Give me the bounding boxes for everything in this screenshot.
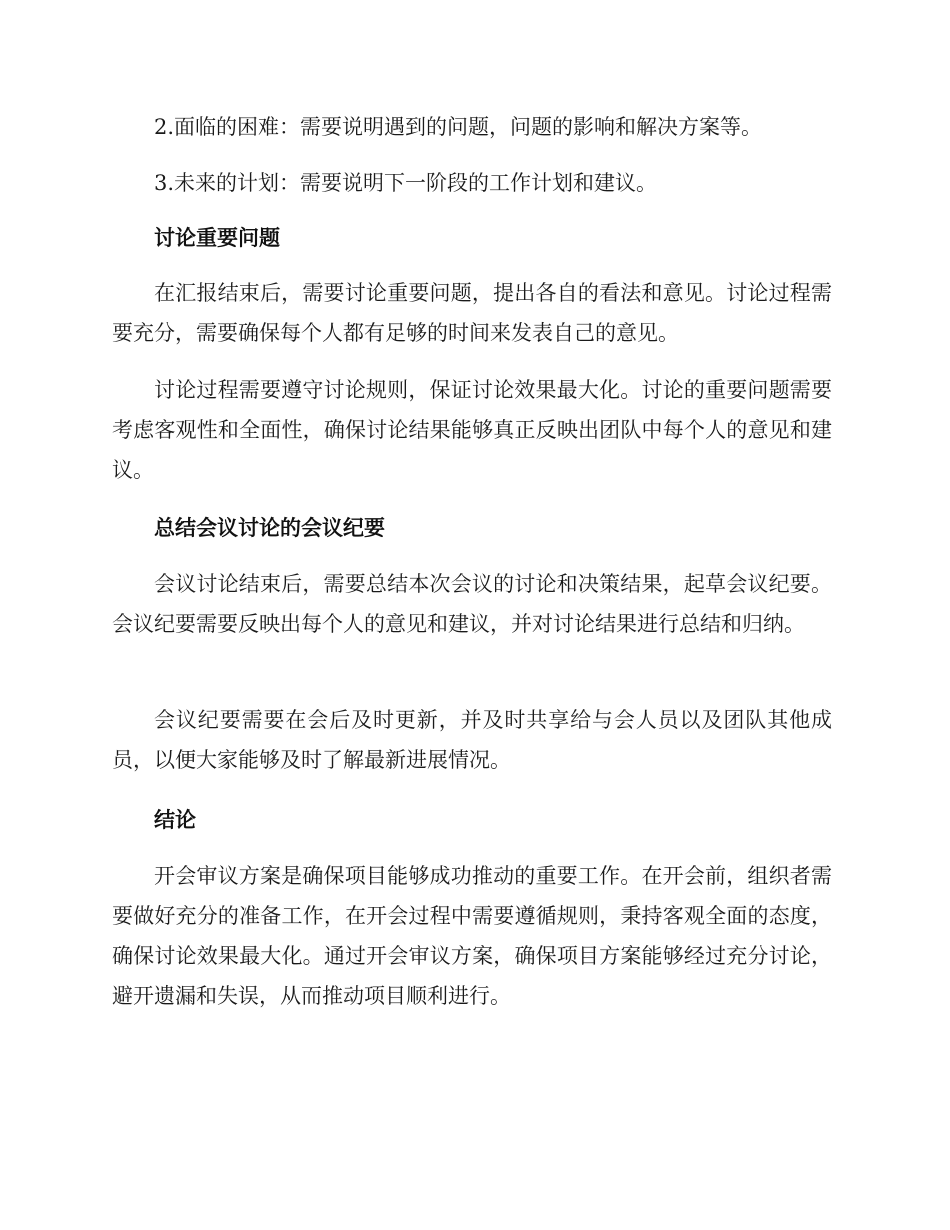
list-item-difficulties: 2.面临的困难：需要说明遇到的问题，问题的影响和解决方案等。	[154, 115, 763, 139]
list-item-future-plan: 3.未来的计划：需要说明下一阶段的工作计划和建议。	[154, 171, 658, 195]
paragraph-minutes-1: 会议讨论结束后，需要总结本次会议的讨论和决策结果，起草会议纪要。会议纪要需要反映出每个人的意见和建议，并对讨论结果进行总结和归纳。	[112, 572, 832, 636]
section-heading-conclusion: 结论	[154, 808, 196, 832]
paragraph-discussion-2: 讨论过程需要遵守讨论规则，保证讨论效果最大化。讨论的重要问题需要考虑客观性和全面性，确保讨论结果能够真正反映出团队中每个人的意见和建议。	[112, 378, 832, 482]
paragraph-conclusion-1: 开会审议方案是确保项目能够成功推动的重要工作。在开会前，组织者需要做好充分的准备工作，在开会过程中需要遵循规则，秉持客观全面的态度，确保讨论效果最大化。通过开会审议方案，确保项目方案能够经过充分讨论，避开遗漏和失误，从而推动项目顺利进行。	[112, 864, 832, 1008]
section-heading-minutes: 总结会议讨论的会议纪要	[154, 516, 385, 540]
paragraph-discussion-1: 在汇报结束后，需要讨论重要问题，提出各自的看法和意见。讨论过程需要充分，需要确保每个人都有足够的时间来发表自己的意见。	[112, 281, 832, 345]
paragraph-minutes-2: 会议纪要需要在会后及时更新，并及时共享给与会人员以及团队其他成员，以便大家能够及时了解最新进展情况。	[112, 708, 832, 772]
section-heading-discussion: 讨论重要问题	[154, 226, 280, 250]
